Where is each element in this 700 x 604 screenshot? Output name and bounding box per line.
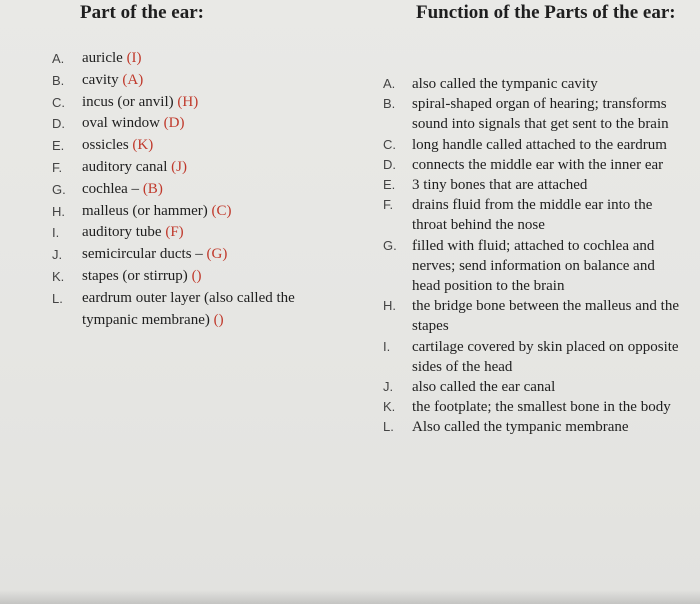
function-text: also called the ear canal [412,379,556,396]
part-item [52,135,342,157]
part-answer: (D) [163,115,185,132]
part-letter: D. [52,116,65,132]
part-answer: (C) [211,202,232,219]
part-letter: E. [52,138,65,154]
function-item [383,135,683,155]
function-text: cartilage covered by skin placed on opposite sides of the head [412,338,679,375]
part-item [52,179,342,201]
part-letter: L. [52,290,63,306]
function-letter: L. [383,419,394,435]
function-item [383,175,683,195]
function-letter: K. [383,399,396,415]
function-item [383,155,683,175]
part-item [52,266,342,288]
part-letter: G. [52,181,66,197]
function-text: long handle called attached to the eardrum [412,136,667,153]
part-letter: I. [52,225,60,241]
part-text: semicircular ducts – [82,246,203,263]
part-item [52,222,342,244]
part-text: ossicles [82,137,129,154]
part-letter: H. [52,203,65,219]
part-text: auditory canal [82,158,168,175]
part-text: incus (or anvil) [82,93,174,110]
part-letter: K. [52,268,65,284]
function-letter: E. [383,177,396,193]
function-item [383,377,683,397]
part-letter: A. [52,51,65,66]
part-answer: (G) [206,246,228,263]
function-item [383,236,683,297]
part-answer: (I) [126,50,142,66]
part-item [52,201,342,223]
part-answer: () [213,311,224,328]
function-text: drains fluid from the middle ear into the throat behind the nose [412,197,653,234]
function-item [383,94,683,134]
function-text: the footplate; the smallest bone in the body [412,399,671,416]
function-text: also called the tympanic cavity [412,76,598,92]
part-text: malleus (or hammer) [82,202,208,219]
part-answer: (F) [165,224,184,241]
part-item [52,288,342,332]
function-item [383,397,683,417]
part-answer: () [191,267,202,284]
part-letter: C. [52,94,65,110]
part-letter: F. [52,159,63,175]
part-text: eardrum outer layer (also called the tympanic membrane) [82,289,295,328]
function-text: 3 tiny bones that are attached [412,177,588,194]
part-answer: (H) [177,93,199,110]
part-text: auditory tube [82,224,162,241]
part-letter: B. [52,72,65,88]
function-item [383,337,683,377]
part-answer: (K) [132,137,154,154]
part-letter: J. [52,247,63,263]
part-item [52,48,342,70]
function-letter: B. [383,96,396,112]
function-text: Also called the tympanic membrane [412,419,629,436]
function-letter: A. [383,76,396,91]
part-answer: (A) [122,71,144,88]
function-text: connects the middle ear with the inner ear [412,156,664,173]
function-letter: F. [383,197,394,213]
part-item [52,113,342,135]
part-text: cavity [82,71,119,88]
functions-list [383,74,683,438]
part-answer: (J) [171,158,187,175]
function-letter: D. [383,156,396,172]
part-item [52,92,342,114]
part-text: stapes (or stirrup) [82,267,188,284]
functions-heading: Function of the Parts of the ear: [416,2,676,23]
part-item [52,157,342,179]
parts-list [52,48,342,331]
function-item [383,195,683,235]
part-answer: (B) [142,180,163,197]
part-item [52,70,342,92]
function-item [383,74,683,94]
function-letter: I. [383,338,391,354]
function-letter: H. [383,298,396,314]
function-item [383,296,683,336]
function-text: the bridge bone between the malleus and the stapes [412,298,679,335]
part-text: oval window [82,115,160,132]
part-text: cochlea – [82,180,140,197]
function-letter: G. [383,237,397,253]
function-letter: J. [383,379,394,395]
part-text: auricle [82,50,123,66]
function-text: filled with fluid; attached to cochlea and nerves; send information on balance and head position to the brain [412,237,655,295]
function-item [383,417,683,437]
part-item [52,244,342,266]
function-letter: C. [383,136,396,152]
parts-heading: Part of the ear: [80,2,204,23]
function-text: spiral-shaped organ of hearing; transforms sound into signals that get sent to the brain [412,96,669,133]
